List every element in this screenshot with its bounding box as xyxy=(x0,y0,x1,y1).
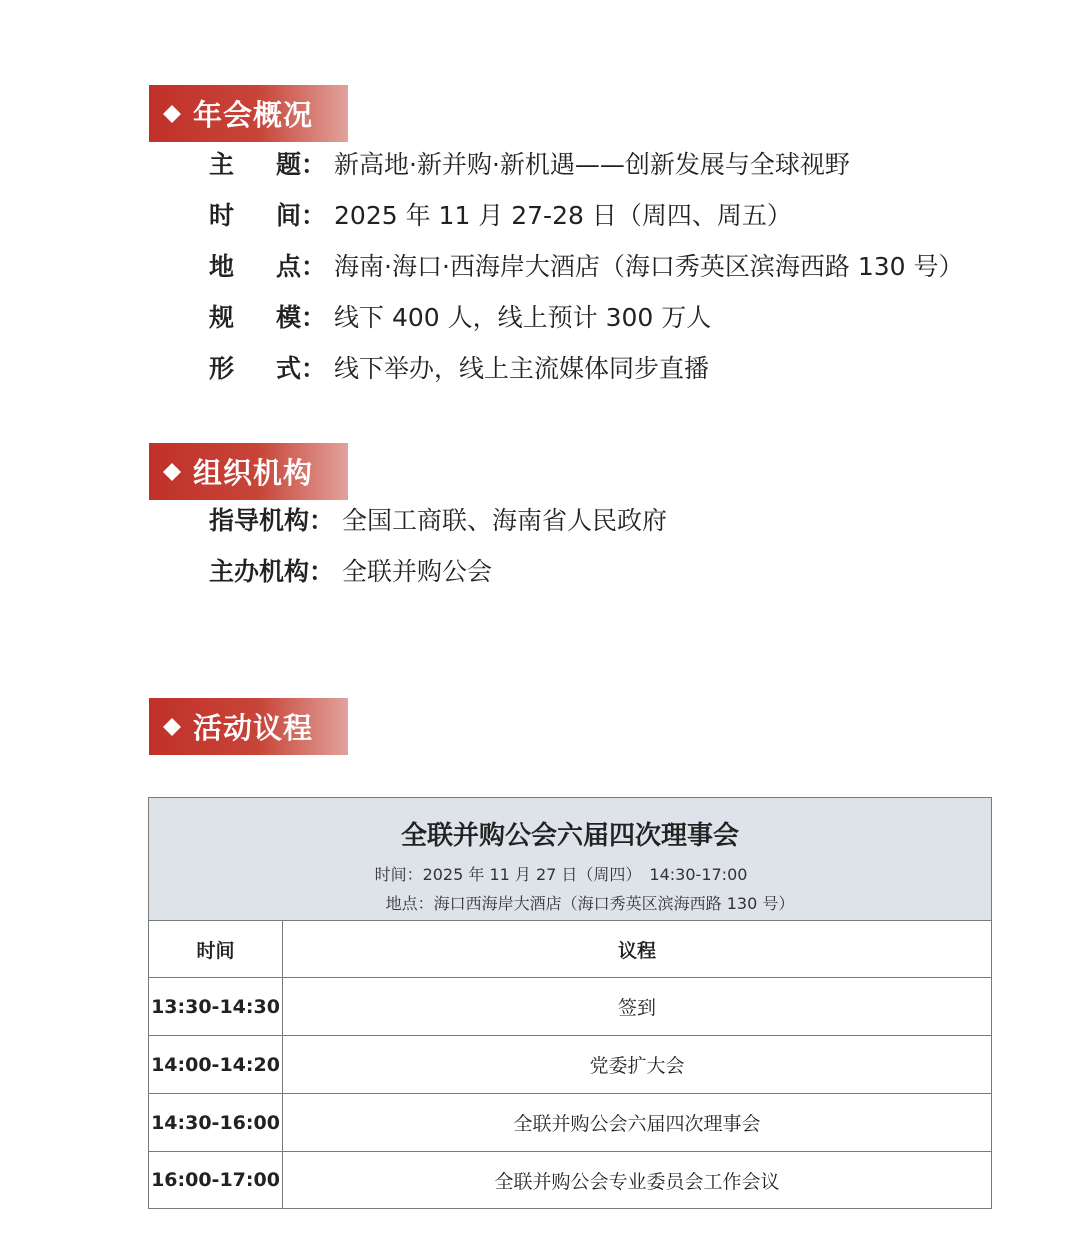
agenda-table xyxy=(148,797,992,1209)
agenda-time-line: 时间：2025 年 11 月 27 日（周四） 14:30-17:00 xyxy=(374,865,748,884)
info-row-scale: 规 模 ： 线下 400 人，线上预计 300 万人 xyxy=(209,303,712,332)
info-row-location: 地 点 ： 海南·海口·西海岸大酒店（海口秀英区滨海西路 130 号） xyxy=(209,252,964,281)
agenda-place-line: 地点：海口西海岸大酒店（海口秀英区滨海西路 130 号） xyxy=(385,894,795,913)
info-row-theme: 主 题 ： 新高地·新并购·新机遇——创新发展与全球视野 xyxy=(209,150,850,179)
section-title: 活动议程 xyxy=(193,711,314,745)
info-label: 形 式 xyxy=(209,354,301,383)
info-label: 指导机构 xyxy=(209,506,310,535)
table-row-time: 13:30-14:30 xyxy=(149,978,283,1036)
info-label: 地 点 xyxy=(209,252,301,281)
table-row-time: 16:00-17:00 xyxy=(149,1152,283,1208)
column-header-agenda: 议程 xyxy=(283,921,991,978)
info-value: 新高地·新并购·新机遇——创新发展与全球视野 xyxy=(334,150,850,179)
info-row-guidance: 指导机构 ： 全国工商联、海南省人民政府 xyxy=(209,506,668,535)
section-title: 组织机构 xyxy=(193,456,314,490)
diamond-icon xyxy=(163,718,181,736)
info-label: 主 题 xyxy=(209,150,301,179)
info-value: 线下 400 人，线上预计 300 万人 xyxy=(334,303,712,332)
info-value: 2025 年 11 月 27-28 日（周四、周五） xyxy=(334,201,792,230)
info-row-host: 主办机构 ： 全联并购公会 xyxy=(209,557,493,586)
info-value: 全联并购公会 xyxy=(342,557,493,586)
section-header-agenda xyxy=(149,698,348,755)
agenda-grid xyxy=(149,921,991,1208)
table-row-item: 全联并购公会专业委员会工作会议 xyxy=(494,1170,780,1193)
table-row-item: 签到 xyxy=(283,978,991,1036)
info-row-time: 时 间 ： 2025 年 11 月 27-28 日（周四、周五） xyxy=(209,201,792,230)
info-row-format: 形 式 ： 线下举办，线上主流媒体同步直播 xyxy=(209,354,710,383)
diamond-icon xyxy=(163,105,181,123)
table-row-item: 党委扩大会 xyxy=(283,1036,991,1094)
info-value: 全国工商联、海南省人民政府 xyxy=(342,506,668,535)
section-title: 年会概况 xyxy=(193,98,314,132)
info-label: 规 模 xyxy=(209,303,301,332)
agenda-table-header xyxy=(149,798,991,921)
table-row-item: 全联并购公会六届四次理事会 xyxy=(283,1094,991,1152)
table-row-time: 14:00-14:20 xyxy=(149,1036,283,1094)
section-header-overview xyxy=(149,85,348,142)
info-label: 时 间 xyxy=(209,201,301,230)
column-header-time: 时间 xyxy=(149,921,283,978)
info-value: 海南·海口·西海岸大酒店（海口秀英区滨海西路 130 号） xyxy=(334,252,964,281)
section-header-organization xyxy=(149,443,348,500)
agenda-title: 全联并购公会六届四次理事会 xyxy=(400,821,739,851)
info-value: 线下举办，线上主流媒体同步直播 xyxy=(334,354,710,383)
diamond-icon xyxy=(163,463,181,481)
info-label: 主办机构 xyxy=(209,557,310,586)
table-row-time: 14:30-16:00 xyxy=(149,1094,283,1152)
